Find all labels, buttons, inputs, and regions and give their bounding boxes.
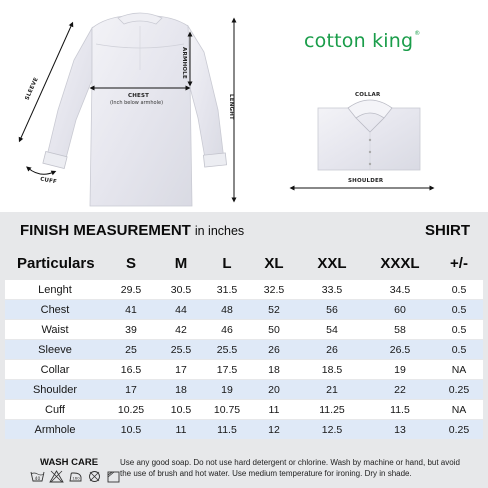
dry-in-shade-icon xyxy=(106,470,121,483)
table-cell: 0.25 xyxy=(435,420,483,439)
collar-label: COLLAR xyxy=(355,92,381,98)
row-label: Sleeve xyxy=(5,340,105,359)
table-cell: 22 xyxy=(365,380,435,399)
table-cell: 18 xyxy=(157,380,205,399)
table-cell: 25.5 xyxy=(157,340,205,359)
table-cell: 0.5 xyxy=(435,320,483,339)
table-cell: 60 xyxy=(365,300,435,319)
table-cell: 10.5 xyxy=(157,400,205,419)
column-header: XXXL xyxy=(365,247,435,279)
table-cell: 21 xyxy=(299,380,365,399)
brand-registered-mark: ® xyxy=(414,30,421,37)
wash-temp-text: 40 xyxy=(34,477,41,482)
table-cell: 31.5 xyxy=(205,280,249,299)
wash-care-instructions: Use any good soap. Do not use hard detergent or chlorine. Wash by machine or hand, but avoid the use of brush and hot water. Use medium temperature for ironing. Dry in shade. xyxy=(120,458,460,478)
cuff-label: CUFF xyxy=(39,176,58,186)
unit-text: in inches xyxy=(194,224,245,238)
table-cell: 56 xyxy=(299,300,365,319)
diagram-area xyxy=(0,0,488,212)
column-header: XXL xyxy=(299,247,365,279)
table-cell: 17 xyxy=(157,360,205,379)
row-label: Collar xyxy=(5,360,105,379)
table-cell: 20 xyxy=(249,380,299,399)
table-cell: 18 xyxy=(249,360,299,379)
product-label: SHIRT xyxy=(425,222,470,239)
table-cell: 0.5 xyxy=(435,280,483,299)
chest-note-label: (Inch below armhole) xyxy=(110,100,164,106)
iron-temp-text: 160 xyxy=(72,475,80,481)
wash-care-icons xyxy=(30,470,121,483)
cuff-measure-line xyxy=(28,168,54,174)
sleeve-label: SLEEVE xyxy=(24,76,40,102)
table-cell: 19 xyxy=(365,360,435,379)
row-label: Shoulder xyxy=(5,380,105,399)
column-header: +/- xyxy=(435,247,483,279)
column-header: M xyxy=(157,247,205,279)
shirt-back xyxy=(43,13,227,206)
column-header: L xyxy=(205,247,249,279)
table-cell: 0.5 xyxy=(435,300,483,319)
table-cell: NA xyxy=(435,400,483,419)
table-cell: 19 xyxy=(205,380,249,399)
table-cell: 25 xyxy=(105,340,157,359)
heading-row xyxy=(20,222,470,242)
table-cell: 42 xyxy=(157,320,205,339)
wash-care-section xyxy=(0,453,488,488)
iron-medium-icon xyxy=(68,470,83,483)
table-cell: 52 xyxy=(249,300,299,319)
table-row xyxy=(5,300,483,319)
shirt-folded xyxy=(318,100,420,170)
column-header: S xyxy=(105,247,157,279)
table-row xyxy=(5,400,483,419)
table-cell: 18.5 xyxy=(299,360,365,379)
wash-care-title: WASH CARE xyxy=(40,457,99,468)
no-bleach-icon xyxy=(49,470,64,483)
shoulder-label: SHOULDER xyxy=(348,178,384,184)
table-cell: 34.5 xyxy=(365,280,435,299)
table-cell: 17.5 xyxy=(205,360,249,379)
table-cell: 0.5 xyxy=(435,340,483,359)
table-cell: 0.25 xyxy=(435,380,483,399)
table-cell: 33.5 xyxy=(299,280,365,299)
wash-40-icon xyxy=(30,470,45,483)
table-cell: 58 xyxy=(365,320,435,339)
measurement-panel xyxy=(0,212,488,488)
title-text: FINISH MEASUREMENT xyxy=(20,222,191,239)
table-row xyxy=(5,380,483,399)
column-header: XL xyxy=(249,247,299,279)
table-cell: 10.25 xyxy=(105,400,157,419)
table-cell: 54 xyxy=(299,320,365,339)
table-cell: 10.75 xyxy=(205,400,249,419)
table-cell: 44 xyxy=(157,300,205,319)
table-row xyxy=(5,360,483,379)
table-cell: 30.5 xyxy=(157,280,205,299)
table-cell: 48 xyxy=(205,300,249,319)
table-cell: 39 xyxy=(105,320,157,339)
column-header: Particulars xyxy=(5,247,105,279)
table-cell: 13 xyxy=(365,420,435,439)
table-cell: 16.5 xyxy=(105,360,157,379)
size-chart-table xyxy=(5,246,483,440)
table-cell: 25.5 xyxy=(205,340,249,359)
armhole-label: ARMHOLE xyxy=(180,47,187,79)
table-row xyxy=(5,420,483,439)
table-cell: 12.5 xyxy=(299,420,365,439)
table-cell: 26 xyxy=(249,340,299,359)
table-row xyxy=(5,280,483,299)
row-label: Waist xyxy=(5,320,105,339)
length-label: LENGHT xyxy=(227,94,234,120)
row-label: Cuff xyxy=(5,400,105,419)
table-row xyxy=(5,340,483,359)
no-dry-clean-icon xyxy=(87,470,102,483)
row-label: Chest xyxy=(5,300,105,319)
row-label: Lenght xyxy=(5,280,105,299)
table-cell: 10.5 xyxy=(105,420,157,439)
table-cell: 29.5 xyxy=(105,280,157,299)
table-cell: 32.5 xyxy=(249,280,299,299)
table-cell: 11.5 xyxy=(205,420,249,439)
brand-logo xyxy=(304,30,420,52)
table-header-row xyxy=(5,247,483,279)
table-row xyxy=(5,320,483,339)
page-title xyxy=(20,222,244,239)
table-cell: 46 xyxy=(205,320,249,339)
row-label: Armhole xyxy=(5,420,105,439)
table-cell: 11 xyxy=(157,420,205,439)
table-cell: 11.5 xyxy=(365,400,435,419)
table-cell: 11.25 xyxy=(299,400,365,419)
table-cell: 11 xyxy=(249,400,299,419)
table-cell: 12 xyxy=(249,420,299,439)
brand-name: cotton king xyxy=(304,30,414,52)
chest-label: CHEST xyxy=(128,93,150,99)
table-cell: 17 xyxy=(105,380,157,399)
table-cell: 26 xyxy=(299,340,365,359)
table-cell: 26.5 xyxy=(365,340,435,359)
table-cell: 50 xyxy=(249,320,299,339)
table-cell: 41 xyxy=(105,300,157,319)
table-cell: NA xyxy=(435,360,483,379)
